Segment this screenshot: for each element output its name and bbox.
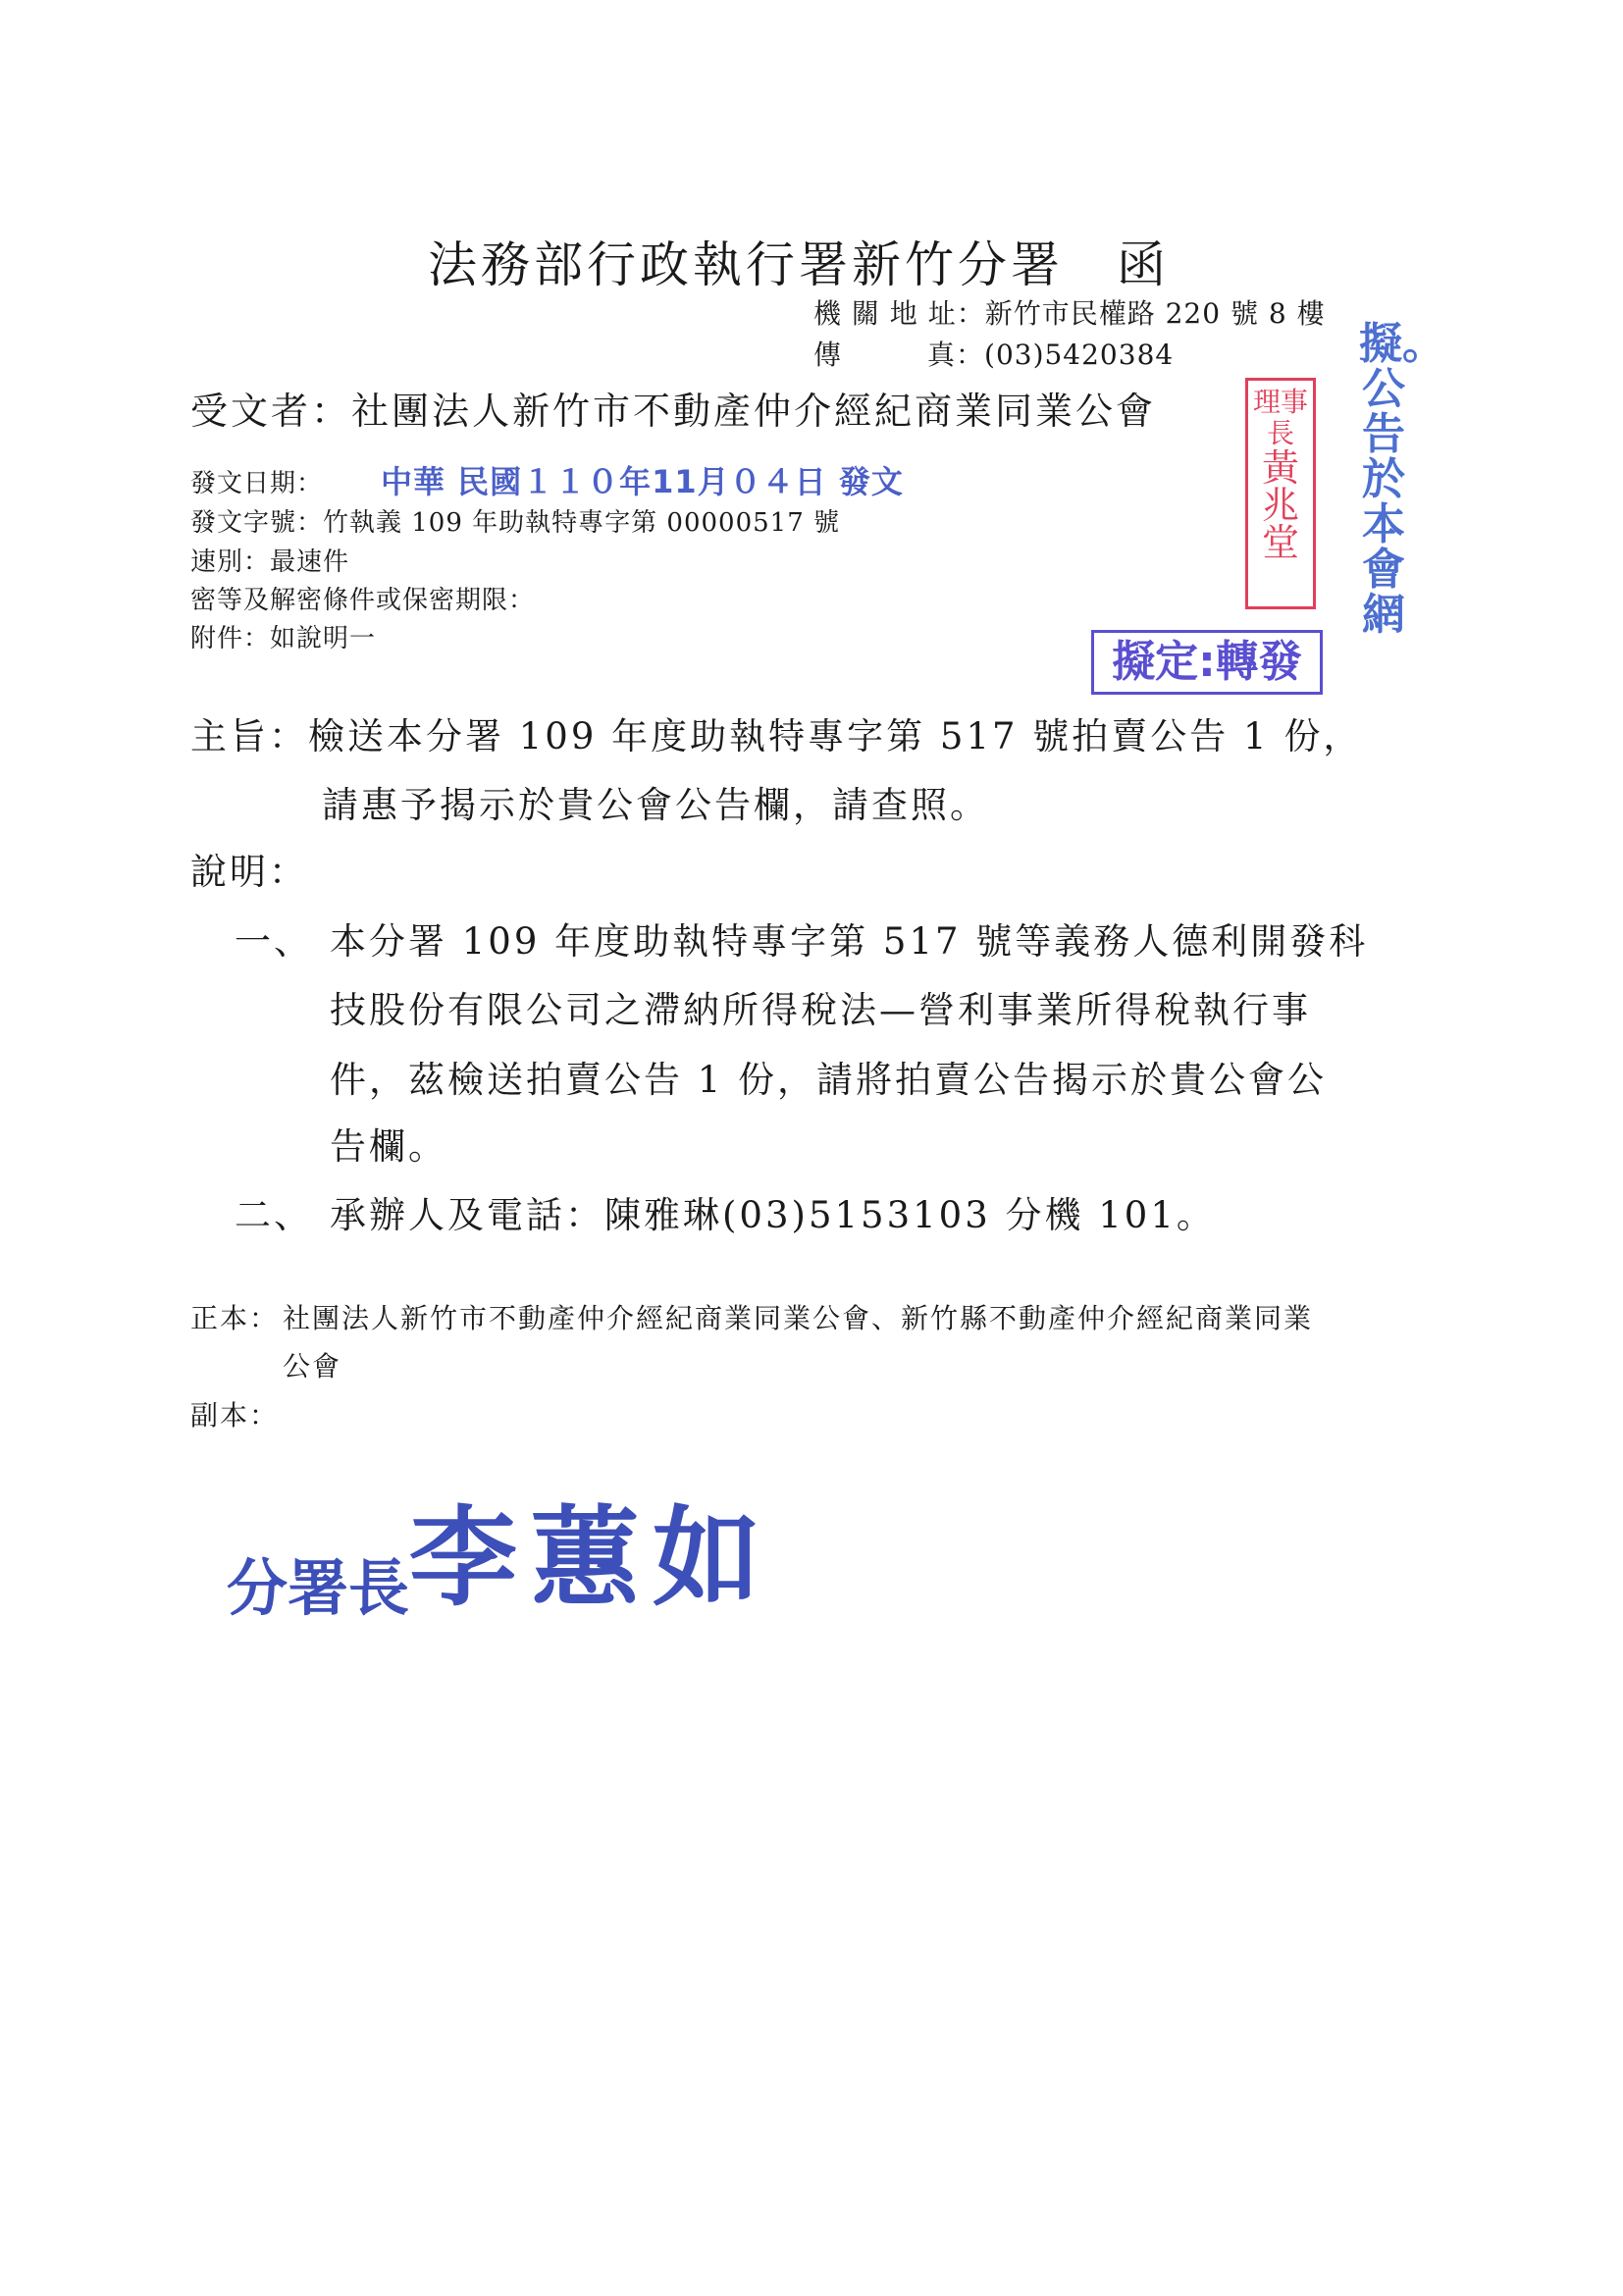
document-title: 法務部行政執行署新竹分署 函 bbox=[428, 236, 1170, 293]
original-recipients-label: 正本： bbox=[190, 1302, 280, 1334]
secrecy-level: 密等及解密條件或保密期限： bbox=[190, 586, 536, 615]
attachment: 附件：如說明一 bbox=[190, 624, 377, 653]
item-1-line: 技股份有限公司之滯納所得稅法—營利事業所得稅執行事 bbox=[330, 989, 1311, 1031]
item-2-number: 二、 bbox=[235, 1194, 313, 1236]
original-recipients: 社團法人新竹市不動產仲介經紀商業同業公會、新竹縣不動產仲介經紀商業同業 bbox=[283, 1302, 1314, 1334]
item-2-line: 承辦人及電話：陳雅琳(03)5153103 分機 101。 bbox=[330, 1194, 1216, 1236]
chairman-seal-title: 理事長 bbox=[1252, 386, 1308, 449]
document-number: 發文字號：竹執義 109 年助執特專字第 00000517 號 bbox=[190, 508, 841, 538]
item-1-number: 一、 bbox=[235, 920, 313, 963]
item-1-line: 本分署 109 年度助執特專字第 517 號等義務人德利開發科 bbox=[330, 920, 1369, 963]
copy-recipients-label: 副本： bbox=[190, 1399, 280, 1432]
recipient: 受文者：社團法人新竹市不動產仲介經紀商業同業公會 bbox=[190, 390, 1157, 433]
director-signature-stamp bbox=[227, 1472, 774, 1627]
fax-label: 傳 真： bbox=[813, 339, 985, 371]
chairman-seal-name: 黃兆堂 bbox=[1261, 446, 1299, 564]
item-1-line: 件，茲檢送拍賣公告 1 份，請將拍賣公告揭示於貴公會公 bbox=[330, 1059, 1328, 1101]
issue-date-stamp: 中華 民國１１０年11月０４日 發文 bbox=[381, 463, 904, 500]
item-1-line: 告欄。 bbox=[330, 1125, 447, 1168]
signature-title: 分署長 bbox=[227, 1552, 410, 1624]
subject-line-1: 主旨：檢送本分署 109 年度助執特專字第 517 號拍賣公告 1 份， bbox=[190, 715, 1363, 757]
chairman-seal bbox=[1245, 378, 1316, 609]
fax-value: (03)5420384 bbox=[984, 339, 1175, 371]
subject-line-2: 請惠予揭示於貴公會公告欄，請查照。 bbox=[322, 784, 989, 826]
original-recipients-cont: 公會 bbox=[283, 1350, 342, 1383]
announcement-stamp: 擬。公告於本會網 bbox=[1359, 319, 1445, 640]
issue-date-label: 發文日期： bbox=[190, 469, 324, 498]
fax-line bbox=[813, 334, 1174, 373]
address-value: 新竹市民權路 220 號 8 樓 bbox=[984, 297, 1326, 330]
explanation-label: 說明： bbox=[190, 851, 308, 893]
speed-class: 速別：最速件 bbox=[190, 548, 350, 577]
signature-name: 李蕙如 bbox=[409, 1495, 775, 1621]
address-label: 機 關 地 址： bbox=[813, 297, 985, 330]
decision-stamp: 擬定:轉發 bbox=[1091, 630, 1323, 695]
address-line bbox=[813, 292, 1326, 332]
